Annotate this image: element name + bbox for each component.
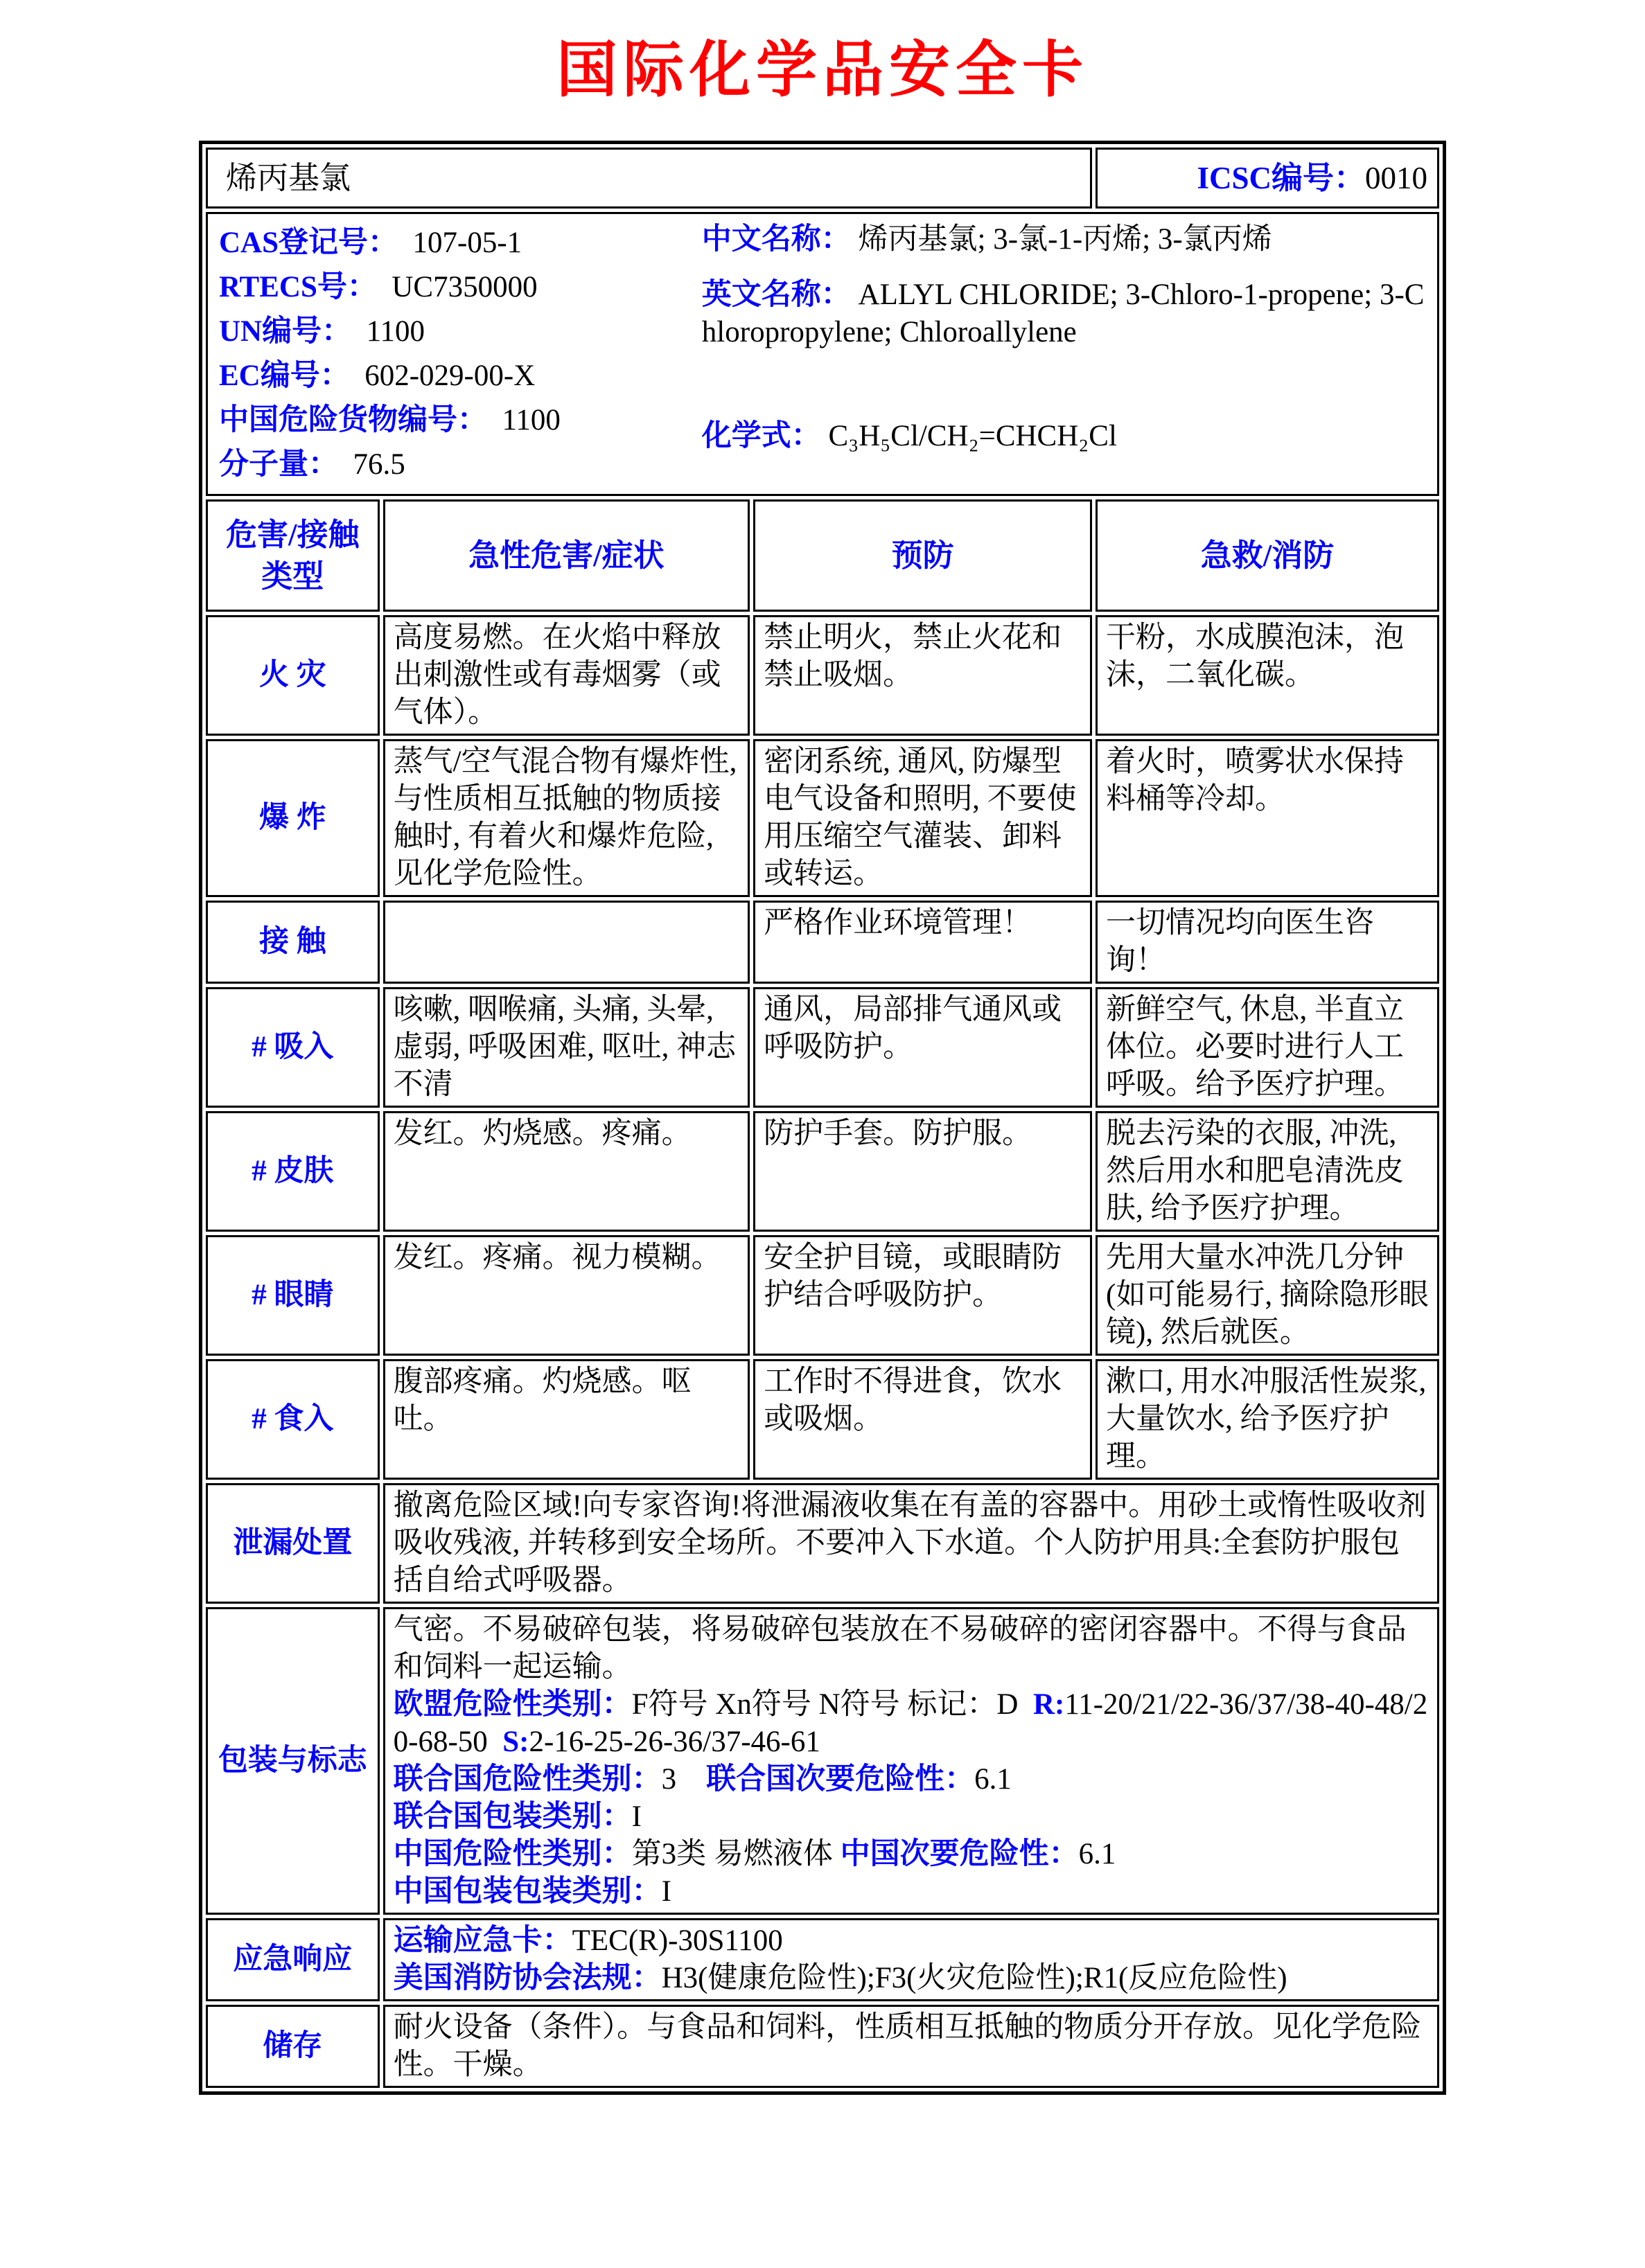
english-name-line <box>702 276 1426 351</box>
page-title: 国际化学品安全卡 <box>556 37 1089 105</box>
hazard-prevention: 禁止明火，禁止火花和禁止吸烟。 <box>753 615 1092 736</box>
spill-text: 撤离危险区域!向专家咨询!将泄漏液收集在有盖的容器中。用砂土或惰性吸收剂吸收残液, 并转移到安全场所。不要冲入下水道。个人防护用具:全套防护服包括自给式呼吸器。 <box>383 1483 1439 1604</box>
hazard-firstaid: 干粉，水成膜泡沫，泡沫，二氧化碳。 <box>1096 615 1439 736</box>
hazard-label: # 吸入 <box>206 987 380 1108</box>
hazard-symptoms: 发红。疼痛。视力模糊。 <box>383 1235 750 1356</box>
identifier-item <box>219 443 702 487</box>
field-label: R: <box>1032 1688 1065 1721</box>
field-label: 中国包装包装类别： <box>393 1875 662 1908</box>
table-row-packaging <box>206 1607 1439 1915</box>
table-row-explosion <box>206 739 1439 897</box>
packaging-line <box>394 1798 1429 1836</box>
hazard-symptoms: 高度易燃。在火焰中释放出刺激性或有毒烟雾（或气体）。 <box>383 615 750 736</box>
field-value: C₃H₅Cl/CH₂=CHCH₂Cl <box>828 420 1117 453</box>
field-value: 2-16-25-26-36/37-46-61 <box>529 1726 820 1759</box>
identifier-row <box>206 212 1439 496</box>
hazard-label: # 眼睛 <box>206 1235 380 1356</box>
identifier-item <box>219 310 702 354</box>
hazard-symptoms <box>383 901 750 984</box>
header-firstaid: 急救/消防 <box>1096 499 1439 612</box>
identifier-cell <box>206 212 1439 496</box>
field-label: 英文名称： <box>701 278 851 312</box>
packaging-line <box>394 1761 1429 1798</box>
field-value: 烯丙基氯; 3-氯-1-丙烯; 3-氯丙烯 <box>858 223 1272 256</box>
section-label: 应急响应 <box>206 1918 380 2001</box>
hazard-prevention: 密闭系统, 通风, 防爆型电气设备和照明, 不要使用压缩空气灌装、卸料或转运。 <box>753 739 1092 897</box>
field-label: 化学式： <box>701 420 821 453</box>
field-label: 中国次要危险性： <box>840 1838 1079 1871</box>
field-value: F符号 Xn符号 N符号 标记：D <box>631 1688 1033 1721</box>
hazard-firstaid: 先用大量水冲洗几分钟(如可能易行, 摘除隐形眼镜), 然后就医。 <box>1096 1235 1439 1356</box>
storage-text: 耐火设备（条件）。与食品和饲料，性质相互抵触的物质分开存放。见化学危险性。干燥。 <box>383 2005 1439 2088</box>
table-row-storage <box>206 2005 1439 2088</box>
packaging-line <box>394 1836 1429 1873</box>
emergency-content <box>383 1918 1439 2001</box>
field-value: H3(健康危险性);F3(火灾危险性);R1(反应危险性) <box>661 1962 1287 1995</box>
table-row-fire <box>206 615 1439 736</box>
hazard-symptoms: 咳嗽, 咽喉痛, 头痛, 头晕, 虚弱, 呼吸困难, 呕吐, 神志不清 <box>383 987 750 1108</box>
identifier-list <box>219 221 702 487</box>
icsc-number-cell <box>1096 148 1439 209</box>
hazard-prevention: 通风，局部排气通风或呼吸防护。 <box>753 987 1092 1108</box>
table-row-skin <box>206 1111 1439 1232</box>
field-value: I <box>631 1800 642 1834</box>
hazard-label: # 食入 <box>206 1359 380 1480</box>
packaging-line <box>394 1686 1429 1761</box>
hazard-label: 爆 炸 <box>206 739 380 897</box>
field-label: 分子量： <box>219 448 338 481</box>
packaging-line <box>394 1611 1429 1686</box>
table-row-spill <box>206 1483 1439 1604</box>
field-label: 联合国次要危险性： <box>706 1763 975 1796</box>
table-row-ingestion <box>206 1359 1439 1480</box>
field-value: ALLYL CHLORIDE; 3-Chloro-1-propene; 3-Chloropropylene; Chloroallylene <box>701 278 1425 349</box>
field-label: 中国危险货物编号： <box>219 404 487 437</box>
emergency-line <box>394 1960 1429 1997</box>
packaging-content <box>383 1607 1439 1915</box>
field-value: 气密。不易破碎包装，将易破碎包装放在不易破碎的密闭容器中。不得与食品和饲料一起运输。 <box>393 1613 1407 1684</box>
field-label: UN编号： <box>219 315 352 348</box>
field-label: EC编号： <box>219 360 350 393</box>
chinese-name-line <box>702 221 1426 258</box>
field-label: 联合国包装类别： <box>393 1800 632 1834</box>
hazard-prevention: 严格作业环境管理！ <box>753 901 1092 984</box>
table-row-inhalation <box>206 987 1439 1108</box>
icsc-card-table <box>199 141 1446 2095</box>
hazard-firstaid: 新鲜空气, 休息, 半直立体位。必要时进行人工呼吸。给予医疗护理。 <box>1096 987 1439 1108</box>
header-prevention: 预防 <box>753 499 1092 612</box>
field-value: 107-05-1 <box>412 227 522 260</box>
field-value: 6.1 <box>974 1763 1012 1796</box>
field-label: S: <box>502 1726 529 1759</box>
hazard-symptoms: 腹部疼痛。灼烧感。呕吐。 <box>383 1359 750 1480</box>
field-value: 76.5 <box>353 448 405 481</box>
hazard-firstaid: 漱口, 用水冲服活性炭浆, 大量饮水, 给予医疗护理。 <box>1096 1359 1439 1480</box>
field-label: 中国危险性类别： <box>393 1838 632 1871</box>
field-label: 联合国危险性类别： <box>393 1763 662 1796</box>
table-row-eyes <box>206 1235 1439 1356</box>
icsc-document <box>0 36 1645 2095</box>
substance-name: 烯丙基氯 <box>206 148 1092 209</box>
header-hazard-type: 危害/接触类型 <box>206 499 380 612</box>
name-row <box>206 148 1439 209</box>
field-value: 602-029-00-X <box>364 360 536 393</box>
hazard-label: 接 触 <box>206 901 380 984</box>
hazard-prevention: 工作时不得进食，饮水或吸烟。 <box>753 1359 1092 1480</box>
hazard-header-row <box>206 499 1439 612</box>
hazard-firstaid: 一切情况均向医生咨询！ <box>1096 901 1439 984</box>
table-row-contact <box>206 901 1439 984</box>
section-label: 包装与标志 <box>206 1607 380 1915</box>
hazard-firstaid: 脱去污染的衣服, 冲洗, 然后用水和肥皂清洗皮肤, 给予医疗护理。 <box>1096 1111 1439 1232</box>
chemical-names <box>702 221 1426 487</box>
field-value: I <box>661 1875 671 1908</box>
section-label: 储存 <box>206 2005 380 2088</box>
emergency-line <box>394 1922 1429 1960</box>
section-label: 泄漏处置 <box>206 1483 380 1604</box>
hazard-label: 火 灾 <box>206 615 380 736</box>
field-label: CAS登记号： <box>219 227 398 260</box>
identifier-item <box>219 265 702 310</box>
field-value: UC7350000 <box>392 271 538 304</box>
field-value: 3 <box>661 1763 707 1796</box>
identifier-item <box>219 354 702 398</box>
hazard-symptoms: 蒸气/空气混合物有爆炸性, 与性质相互抵触的物质接触时, 有着火和爆炸危险, 见化学危险性。 <box>383 739 750 897</box>
field-value: 11-20/21/22-36/37/38-40-48/20-68-50 <box>393 1688 1428 1759</box>
field-value: 6.1 <box>1078 1838 1116 1871</box>
field-label: 中文名称： <box>701 223 851 256</box>
hazard-symptoms: 发红。灼烧感。疼痛。 <box>383 1111 750 1232</box>
icsc-value: 0010 <box>1365 161 1427 196</box>
header-symptoms: 急性危害/症状 <box>383 499 750 612</box>
field-label: 运输应急卡： <box>393 1924 572 1958</box>
hazard-label: # 皮肤 <box>206 1111 380 1232</box>
identifier-item <box>219 221 702 265</box>
identifier-item <box>219 398 702 443</box>
formula-line <box>702 418 1426 455</box>
packaging-line <box>394 1873 1429 1911</box>
field-label: 美国消防协会法规： <box>393 1962 662 1995</box>
field-value: 第3类 易燃液体 <box>631 1838 841 1871</box>
hazard-firstaid: 着火时，喷雾状水保持料桶等冷却。 <box>1096 739 1439 897</box>
field-label: RTECS号： <box>219 271 377 304</box>
field-value: 1100 <box>366 315 425 348</box>
hazard-prevention: 安全护目镜，或眼睛防护结合呼吸防护。 <box>753 1235 1092 1356</box>
field-label: 欧盟危险性类别： <box>393 1688 632 1721</box>
hazard-prevention: 防护手套。防护服。 <box>753 1111 1092 1232</box>
icsc-label: ICSC编号： <box>1197 161 1365 196</box>
field-value: TEC(R)-30S1100 <box>572 1924 783 1958</box>
field-value: 1100 <box>502 404 561 437</box>
table-row-emergency <box>206 1918 1439 2001</box>
